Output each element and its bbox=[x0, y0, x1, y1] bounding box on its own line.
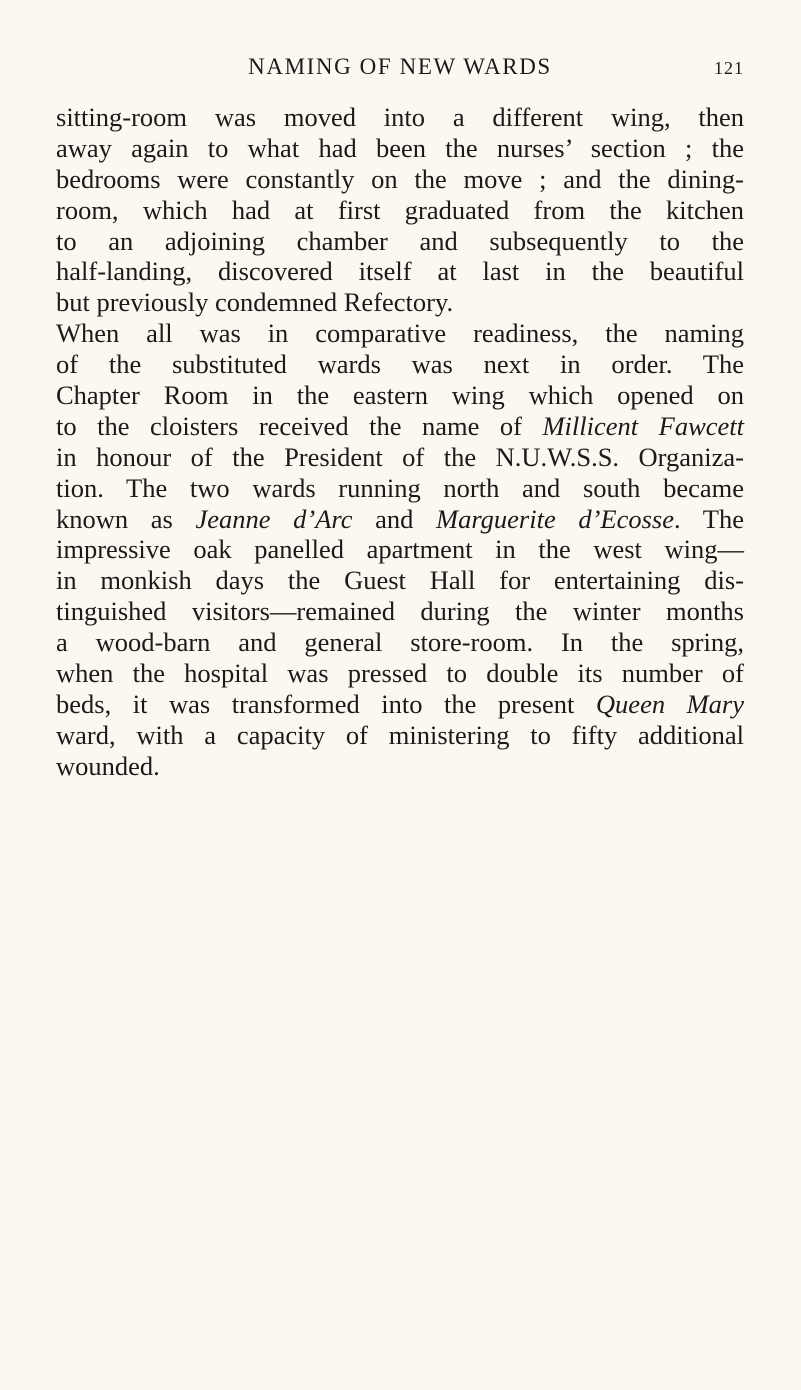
text-line bbox=[56, 287, 744, 318]
text-run: impressive oak panelled apartment in the west wing— bbox=[56, 534, 744, 565]
text-run: in honour of the President of the N.U.W.S.S. Organiza- bbox=[56, 441, 744, 472]
text-run: . The bbox=[674, 503, 744, 534]
text-run: beds, it was transformed into the present bbox=[56, 688, 596, 719]
text-run: tinguished visitors—remained during the winter months bbox=[56, 596, 744, 627]
text-line bbox=[56, 720, 744, 751]
text-run: room, which had at first graduated from the kitchen bbox=[56, 194, 744, 225]
text-line bbox=[56, 133, 744, 164]
text-run: bedrooms were constantly on the move ; and the dining- bbox=[56, 163, 744, 194]
text-line bbox=[56, 473, 744, 504]
body-text bbox=[56, 102, 744, 782]
text-run: Chapter Room in the eastern wing which opened on bbox=[56, 380, 744, 411]
text-run: to the cloisters received the name of bbox=[56, 410, 543, 441]
text-line bbox=[56, 504, 744, 535]
text-line bbox=[56, 349, 744, 380]
paragraph bbox=[56, 102, 744, 318]
text-run: a wood-barn and general store-room. In the spring, bbox=[56, 627, 744, 658]
text-line bbox=[56, 164, 744, 195]
text-line bbox=[56, 226, 744, 257]
text-line bbox=[56, 689, 744, 720]
text-line bbox=[56, 627, 744, 658]
text-run: away again to what had been the nurses’ section ; the bbox=[56, 132, 744, 163]
text-line bbox=[56, 442, 744, 473]
text-run: in monkish days the Guest Hall for entertaining dis- bbox=[56, 565, 744, 596]
running-head bbox=[56, 50, 744, 84]
italic-text: Queen Mary bbox=[595, 688, 745, 719]
text-line bbox=[56, 751, 744, 782]
text-run: known as bbox=[56, 503, 196, 534]
text-line bbox=[56, 411, 744, 442]
text-run: when the hospital was pressed to double its number of bbox=[56, 658, 744, 689]
italic-text: Jeanne d’Arc bbox=[195, 503, 353, 534]
page-number: 121 bbox=[714, 58, 744, 78]
text-line bbox=[56, 565, 744, 596]
text-line bbox=[56, 102, 744, 133]
text-run: but previously condemned Refectory. bbox=[56, 287, 454, 318]
text-line bbox=[56, 195, 744, 226]
text-run: sitting-room was moved into a different wing, then bbox=[56, 102, 744, 132]
paragraph bbox=[56, 318, 744, 781]
text-line bbox=[56, 596, 744, 627]
text-line bbox=[56, 380, 744, 411]
text-line bbox=[56, 534, 744, 565]
italic-text: Millicent Fawcett bbox=[542, 410, 744, 441]
text-run: ward, with a capacity of ministering to fifty additional bbox=[56, 719, 744, 750]
text-line bbox=[56, 256, 744, 287]
text-line bbox=[56, 318, 744, 349]
text-run: of the substituted wards was next in order. The bbox=[56, 349, 744, 380]
text-run: half-landing, discovered itself at last in the beautiful bbox=[56, 256, 744, 287]
text-run: and bbox=[352, 503, 436, 534]
text-run: When all was in comparative readiness, the naming bbox=[56, 318, 744, 349]
running-title: NAMING OF NEW WARDS bbox=[248, 54, 552, 79]
text-run: wounded. bbox=[56, 750, 160, 781]
text-run: to an adjoining chamber and subsequently to the bbox=[56, 225, 744, 256]
text-line bbox=[56, 658, 744, 689]
text-run: tion. The two wards running north and south became bbox=[56, 472, 744, 503]
italic-text: Marguerite d’Ecosse bbox=[436, 503, 675, 534]
